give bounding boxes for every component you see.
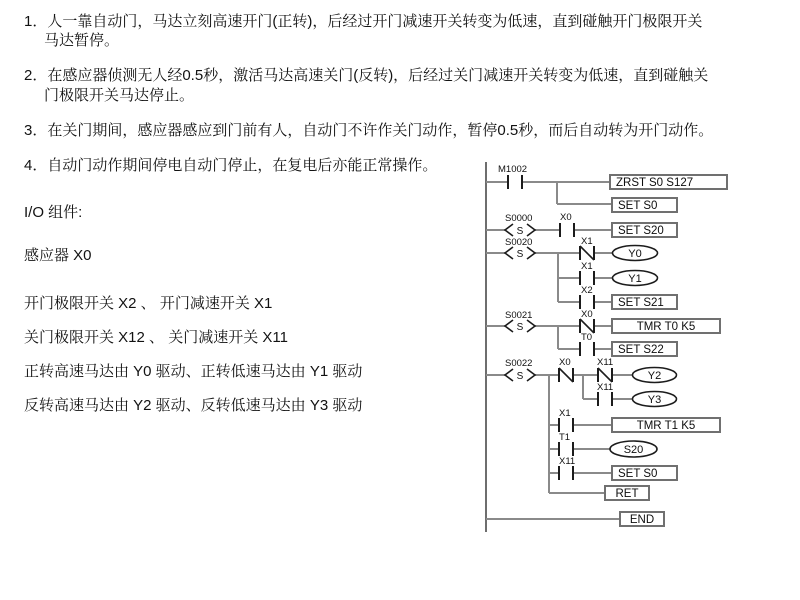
nc-contact-x1 [580, 246, 594, 260]
contact-label-x2: X2 [581, 285, 593, 296]
contact-label-x1-r5: X1 [559, 408, 571, 419]
io-close-switches: 关门极限开关 X12 、 关门减速开关 X11 [24, 329, 288, 346]
instruction-tmr-t1-text: TMR T1 K5 [636, 420, 696, 432]
instruction-set-s0-text: SET S0 [618, 200, 658, 212]
stl-letter: S [516, 371, 524, 382]
stl-label-s0000: S0000 [505, 213, 533, 224]
instruction-set-s22-text: SET S22 [618, 344, 664, 356]
no-contact-x1 [580, 271, 594, 285]
contact-label-x11-b: X11 [559, 456, 576, 467]
instruction-set-s21-text: SET S21 [618, 297, 664, 309]
no-contact-m1002 [508, 175, 522, 189]
io-open-switches: 开门极限开关 X2 、 开门减速开关 X1 [24, 295, 273, 312]
stl-contact-s0022 [505, 369, 535, 382]
requirement-1-line-2: 马达暂停。 [44, 32, 120, 49]
no-contact-x0-r2 [560, 223, 574, 237]
no-contact-x2 [580, 295, 594, 309]
contact-label-x1-nc: X1 [581, 236, 593, 247]
io-list-title: I/O 组件: [24, 204, 83, 221]
stl-contact-s0021 [505, 320, 535, 333]
io-reverse-motors: 反转高速马达由 Y2 驱动、反转低速马达由 Y3 驱动 [24, 397, 363, 414]
instruction-end-text: END [629, 514, 655, 526]
no-contact-x11-b [559, 466, 573, 480]
stl-contact-s0000 [505, 224, 535, 237]
contact-label-x0-nc-r5: X0 [559, 357, 571, 368]
coil-y0-text: Y0 [628, 248, 642, 260]
requirement-1-line-1: 1．人一靠自动门，马达立刻高速开门(正转)，后经过开门减速开关转变为低速，直到碰触开门极限开关 [24, 13, 703, 30]
io-forward-motors: 正转高速马达由 Y0 驱动、正转低速马达由 Y1 驱动 [24, 363, 363, 380]
contact-label-t1: T1 [559, 432, 571, 443]
ladder-diagram [480, 160, 800, 540]
no-contact-x11 [598, 392, 612, 406]
instruction-ret-text: RET [615, 488, 639, 500]
requirement-4: 4．自动门动作期间停电自动门停止，在复电后亦能正常操作。 [24, 157, 438, 174]
stl-letter: S [516, 322, 524, 333]
instruction-tmr-t0-text: TMR T0 K5 [636, 321, 696, 333]
contact-label-m1002: M1002 [498, 164, 528, 175]
contact-label-x11-nc: X11 [597, 357, 614, 368]
io-sensor: 感应器 X0 [24, 247, 92, 264]
stl-letter: S [516, 249, 524, 260]
instruction-set-s20-text: SET S20 [618, 225, 664, 237]
stl-label-s0022: S0022 [505, 358, 533, 369]
contact-label-t0: T0 [581, 332, 593, 343]
no-contact-t1 [559, 442, 573, 456]
nc-contact-x0-r4 [580, 319, 594, 333]
coil-y3-text: Y3 [647, 394, 662, 406]
coil-y2-text: Y2 [647, 370, 662, 382]
requirement-2-line-2: 门极限开关马达停止。 [44, 87, 195, 104]
contact-label-x0-nc: X0 [581, 309, 593, 320]
stl-contact-s0020 [505, 247, 535, 260]
stl-label-s0020: S0020 [505, 237, 533, 248]
requirement-2-line-1: 2．在感应器侦测无人经0.5秒，激活马达高速关门(反转)，后经过关门减速开关转变为低速，直到碰触关 [24, 67, 709, 84]
stl-letter: S [516, 226, 524, 237]
instruction-set-s0-b-text: SET S0 [618, 468, 658, 480]
nc-contact-x0-r5 [559, 368, 573, 382]
requirement-3: 3．在关门期间，感应器感应到门前有人，自动门不许作关门动作，暂停0.5秒，而后自动转为开门动作。 [24, 122, 714, 139]
coil-s20-text: S20 [623, 444, 644, 456]
no-contact-t0 [580, 342, 594, 356]
contact-label-x11-no: X11 [597, 382, 614, 393]
coil-y1-text: Y1 [628, 273, 642, 285]
contact-label-x0-r2: X0 [560, 212, 572, 223]
stl-label-s0021: S0021 [505, 310, 533, 321]
no-contact-x1-r5 [559, 418, 573, 432]
nc-contact-x11 [598, 368, 612, 382]
contact-label-x1-no: X1 [581, 261, 593, 272]
instruction-zrst-text: ZRST S0 S127 [616, 177, 694, 189]
